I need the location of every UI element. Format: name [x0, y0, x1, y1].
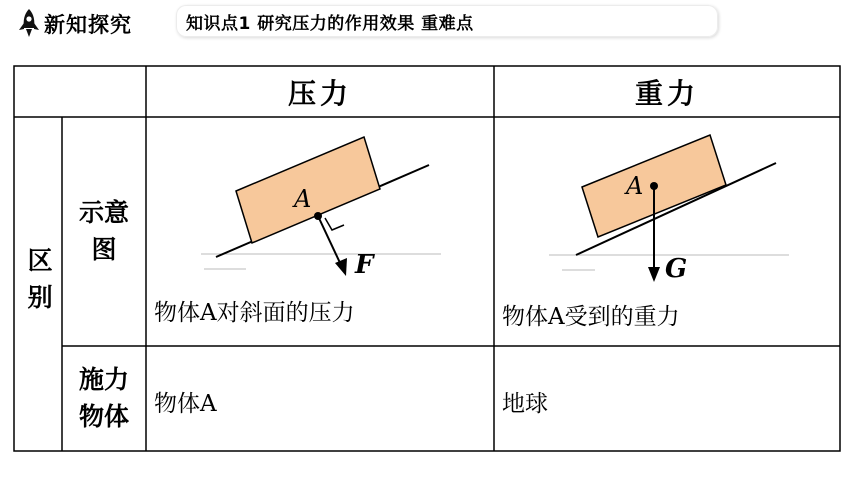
gravity-column-header: 重力: [634, 76, 699, 110]
topic-title: 知识点1 研究压力的作用效果 重难点: [186, 14, 474, 34]
pressure-diagram: [146, 117, 494, 297]
topic-pill: [176, 5, 718, 37]
section-title: 新知探究: [44, 13, 132, 37]
rocket-icon: [18, 8, 40, 38]
row-group-text: 区别: [24, 247, 54, 321]
source-row-label-line2: 物体: [78, 401, 129, 431]
pressure-source-value: 物体A: [154, 390, 217, 417]
gravity-force-label: G: [665, 254, 688, 284]
diagram-row-label-line2: 图: [91, 234, 117, 264]
row-group-label: [14, 117, 62, 451]
diagram-row-label-line1: 示意: [78, 198, 129, 228]
pressure-caption: 物体A对斜面的压力: [154, 299, 355, 326]
object-label-a: A: [626, 172, 644, 200]
gravity-caption: 物体A受到的重力: [502, 303, 680, 330]
diagram-row-label: [62, 117, 146, 346]
header: [0, 0, 860, 48]
source-row-label: [62, 346, 146, 451]
source-row-label-line1: 施力: [78, 365, 129, 395]
pressure-column-header: 压力: [287, 76, 352, 110]
pressure-force-label: F: [355, 250, 374, 280]
gravity-source-value: 地球: [502, 390, 548, 417]
object-label-a: A: [294, 185, 312, 213]
gravity-diagram: [494, 117, 840, 297]
